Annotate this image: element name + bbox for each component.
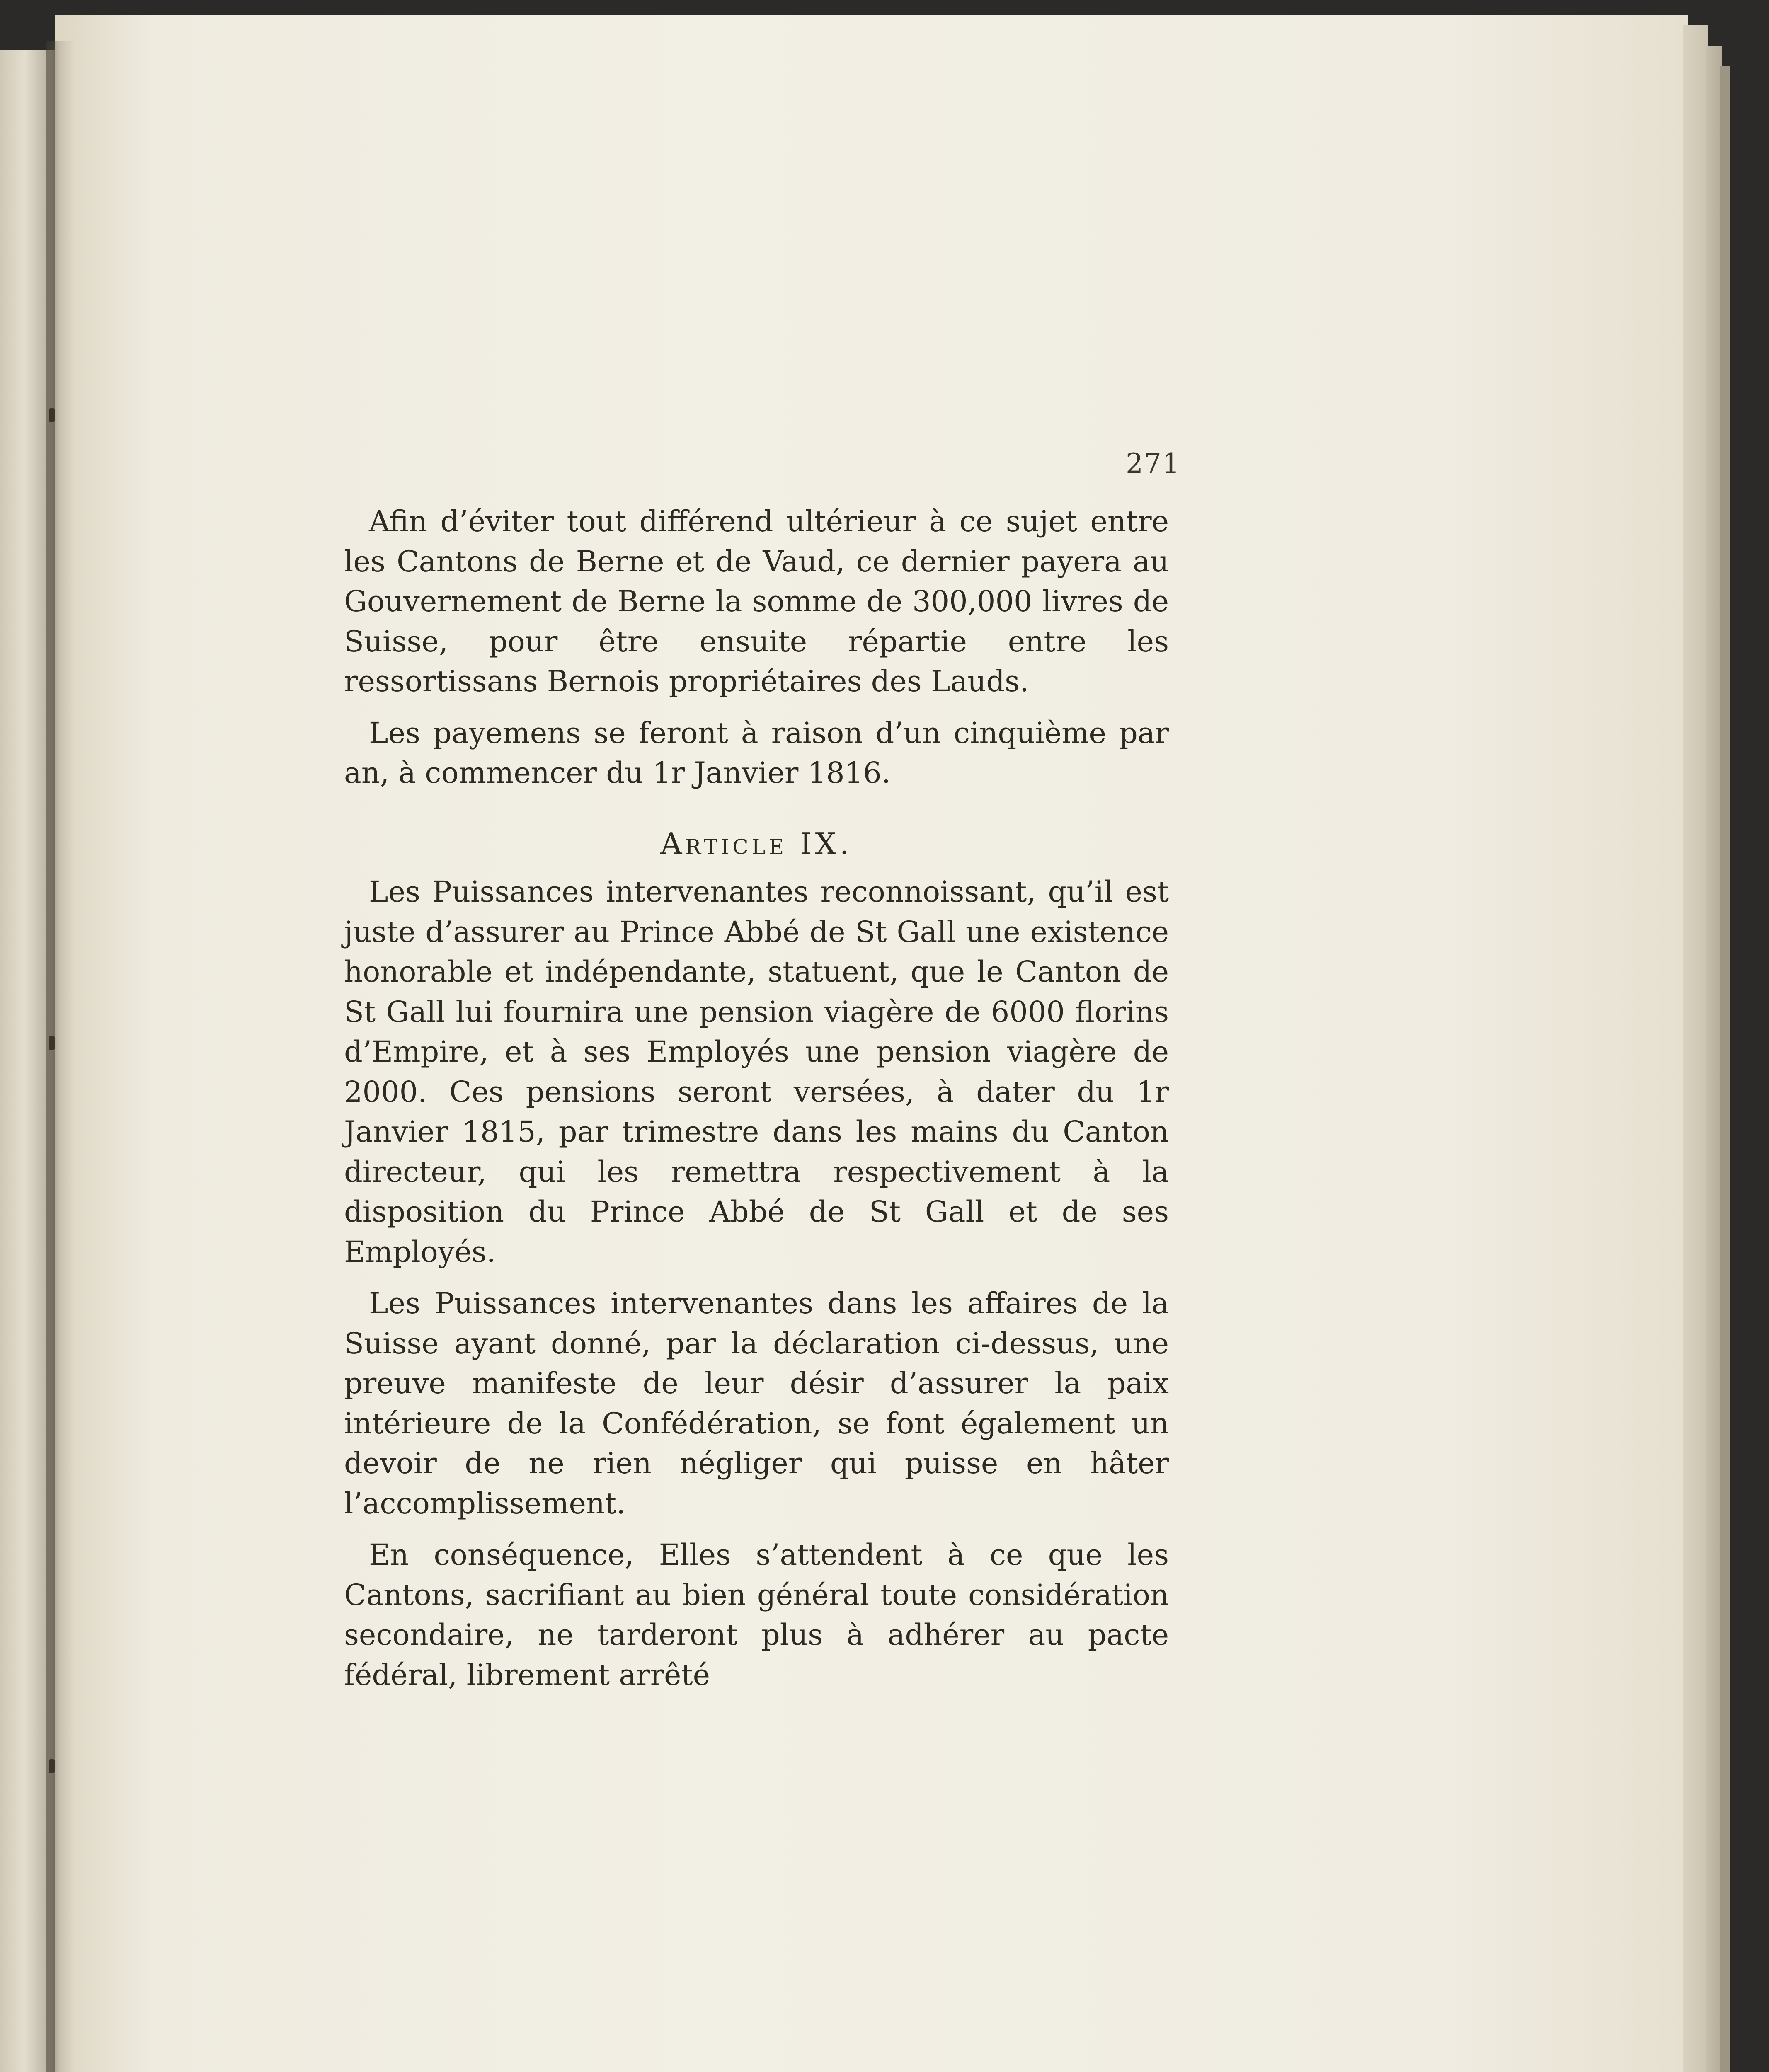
binding-thread: [49, 408, 55, 422]
article-heading: Article IX.: [660, 826, 853, 861]
page-body: [344, 501, 1169, 1706]
paragraph: En conséquence, Elles s’attendent à ce que les Cantons, sacrifiant au bien général toute considération secondaire, ne tarderont plus à adhérer au pacte fédéral, librement arrêté: [344, 1538, 1169, 1692]
page-stack-edge: [1683, 25, 1708, 2072]
page-number: 271: [1126, 448, 1180, 479]
page-stack-edge: [1720, 66, 1730, 2072]
binding-thread: [49, 1036, 55, 1050]
paragraph: Les Puissances intervenantes reconnoissant, qu’il est juste d’assurer au Prince Abbé de St Gall une existence honorable et indépendante, statuent, que le Canton de St Gall lui fournira une pension viagère de 6000 florins d’Empire, et à ses Employés une pension viagère de 2000. Ces pensions seront versées, à dater du 1r Janvier 1815, par trimestre dans les mains du Canton directeur, qui les remettra respectivement à la disposition du Prince Abbé de St Gall et de ses Employés.: [344, 875, 1169, 1269]
paragraph: Les payemens se feront à raison d’un cinquième par an, à commencer du 1r Janvier 1816.: [344, 716, 1169, 790]
paragraph: Les Puissances intervenantes dans les affaires de la Suisse ayant donné, par la déclaration ci-dessus, une preuve manifeste de leur désir d’assurer la paix intérieure de la Confédération, se font également un devoir de ne rien négliger qui puisse en hâter l’accomplissement.: [344, 1286, 1169, 1520]
paragraph: Afin d’éviter tout différend ultérieur à ce sujet entre les Cantons de Berne et de Vaud, ce dernier payera au Gouvernement de Berne la somme de 300,000 livres de Suisse, pour être ensuite répartie entre les ressortissans Bernois propriétaires des Lauds.: [344, 504, 1169, 698]
page-stack-edge: [1706, 46, 1722, 2072]
binding-thread: [49, 1759, 55, 1773]
